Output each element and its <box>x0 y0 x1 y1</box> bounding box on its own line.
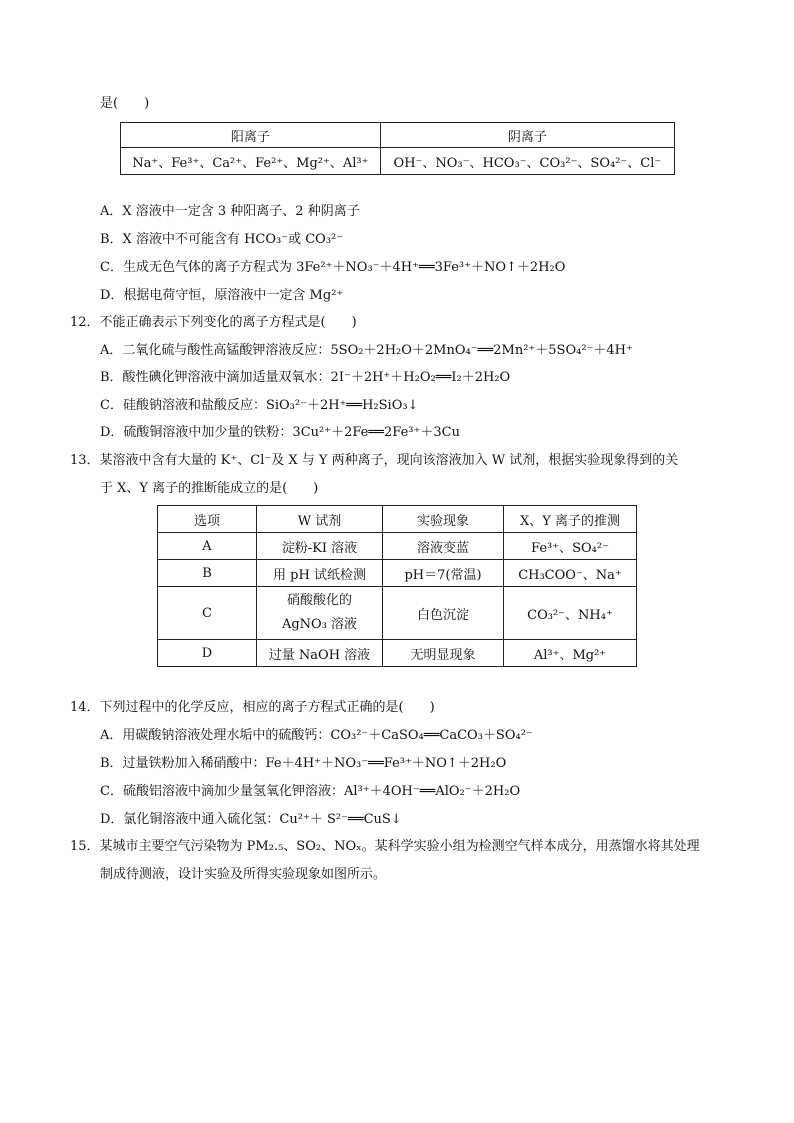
ion-table-header-cation: 阳离子 <box>121 123 381 148</box>
ded-cell: B <box>158 560 257 587</box>
ded-cell: Fe³⁺、SO₄²⁻ <box>504 533 637 560</box>
ded-cell-line: 硝酸酸化的 <box>286 593 352 608</box>
ion-table-header-anion: 阴离子 <box>380 123 674 148</box>
deduction-table <box>157 505 637 667</box>
table-row <box>158 587 637 640</box>
ded-cell: 过量 NaOH 溶液 <box>257 640 383 667</box>
q12-option-d: D．硫酸铜溶液中加少量的铁粉：3Cu²⁺＋2Fe══2Fe³⁺＋3Cu <box>100 425 460 440</box>
ded-cell: A <box>158 533 257 560</box>
q14-stem: 14．下列过程中的化学反应，相应的离子方程式正确的是( ) <box>70 700 435 715</box>
ded-cell-line: AgNO₃ 溶液 <box>281 617 358 632</box>
q12-option-c: C．硅酸钠溶液和盐酸反应：SiO₃²⁻＋2H⁺══H₂SiO₃↓ <box>100 398 419 413</box>
table-row <box>158 640 637 667</box>
table-row <box>158 533 637 560</box>
ded-cell: 用 pH 试纸检测 <box>257 560 383 587</box>
ded-cell: CO₃²⁻、NH₄⁺ <box>504 587 637 640</box>
q11-option-c: C．生成无色气体的离子方程式为 3Fe²⁺＋NO₃⁻＋4H⁺══3Fe³⁺＋NO↑＋2H₂O <box>100 260 566 275</box>
ion-table <box>120 122 675 175</box>
q13-stem-line2: 于 X、Y 离子的推断能成立的是( ) <box>100 481 319 496</box>
ded-cell: D <box>158 640 257 667</box>
ded-cell: CH₃COO⁻、Na⁺ <box>504 560 637 587</box>
q11-option-d: D．根据电荷守恒，原溶液中一定含 Mg²⁺ <box>100 288 344 303</box>
ded-cell: 溶液变蓝 <box>383 533 504 560</box>
q12-option-a: A．二氧化硫与酸性高锰酸钾溶液反应：5SO₂＋2H₂O＋2MnO₄⁻══2Mn²⁺＋5SO₄²⁻＋4H⁺ <box>100 343 633 358</box>
ded-header-reagent: W 试剂 <box>257 506 383 533</box>
q14-option-d: D．氯化铜溶液中通入硫化氢：Cu²⁺＋ S²⁻══CuS↓ <box>100 812 402 827</box>
ded-cell-reagent-c <box>257 587 383 640</box>
q12-option-b: B．酸性碘化钾溶液中滴加适量双氧水：2I⁻＋2H⁺＋H₂O₂══I₂＋2H₂O <box>100 370 511 385</box>
ded-cell: pH＝7(常温) <box>383 560 504 587</box>
q11-stem-tail: 是( ) <box>100 96 150 111</box>
ded-header-inference: X、Y 离子的推测 <box>504 506 637 533</box>
ion-table-anions: OH⁻、NO₃⁻、HCO₃⁻、CO₃²⁻、SO₄²⁻、Cl⁻ <box>380 148 674 175</box>
q14-option-b: B．过量铁粉加入稀硝酸中：Fe＋4H⁺＋NO₃⁻══Fe³⁺＋NO↑＋2H₂O <box>100 756 507 771</box>
q15-stem-line2: 制成待测液，设计实验及所得实验现象如图所示。 <box>100 867 387 882</box>
ded-cell: 无明显现象 <box>383 640 504 667</box>
table-row <box>158 560 637 587</box>
ded-cell: C <box>158 587 257 640</box>
ded-header-option: 选项 <box>158 506 257 533</box>
ded-cell: Al³⁺、Mg²⁺ <box>504 640 637 667</box>
ded-cell: 淀粉-KI 溶液 <box>257 533 383 560</box>
q11-option-b: B．X 溶液中不可能含有 HCO₃⁻或 CO₃²⁻ <box>100 232 344 247</box>
q14-option-a: A．用碳酸钠溶液处理水垢中的硫酸钙：CO₃²⁻＋CaSO₄══CaCO₃＋SO₄²⁻ <box>100 728 533 743</box>
q12-stem: 12．不能正确表示下列变化的离子方程式是( ) <box>70 315 357 330</box>
ion-table-cations: Na⁺、Fe³⁺、Ca²⁺、Fe²⁺、Mg²⁺、Al³⁺ <box>121 148 381 175</box>
ded-cell: 白色沉淀 <box>383 587 504 640</box>
ded-header-phenomenon: 实验现象 <box>383 506 504 533</box>
q15-stem-line1: 15．某城市主要空气污染物为 PM₂.₅、SO₂、NOₓ。某科学实验小组为检测空气样本成分，用蒸馏水将其处理 <box>70 839 700 854</box>
q13-stem-line1: 13．某溶液中含有大量的 K⁺、Cl⁻及 X 与 Y 两种离子，现向该溶液加入 W 试剂，根据实验现象得到的关 <box>70 453 679 468</box>
q14-option-c: C．硫酸铝溶液中滴加少量氢氧化钾溶液：Al³⁺＋4OH⁻══AlO₂⁻＋2H₂O <box>100 784 521 799</box>
q11-option-a: A．X 溶液中一定含 3 种阳离子、2 种阴离子 <box>100 204 360 219</box>
